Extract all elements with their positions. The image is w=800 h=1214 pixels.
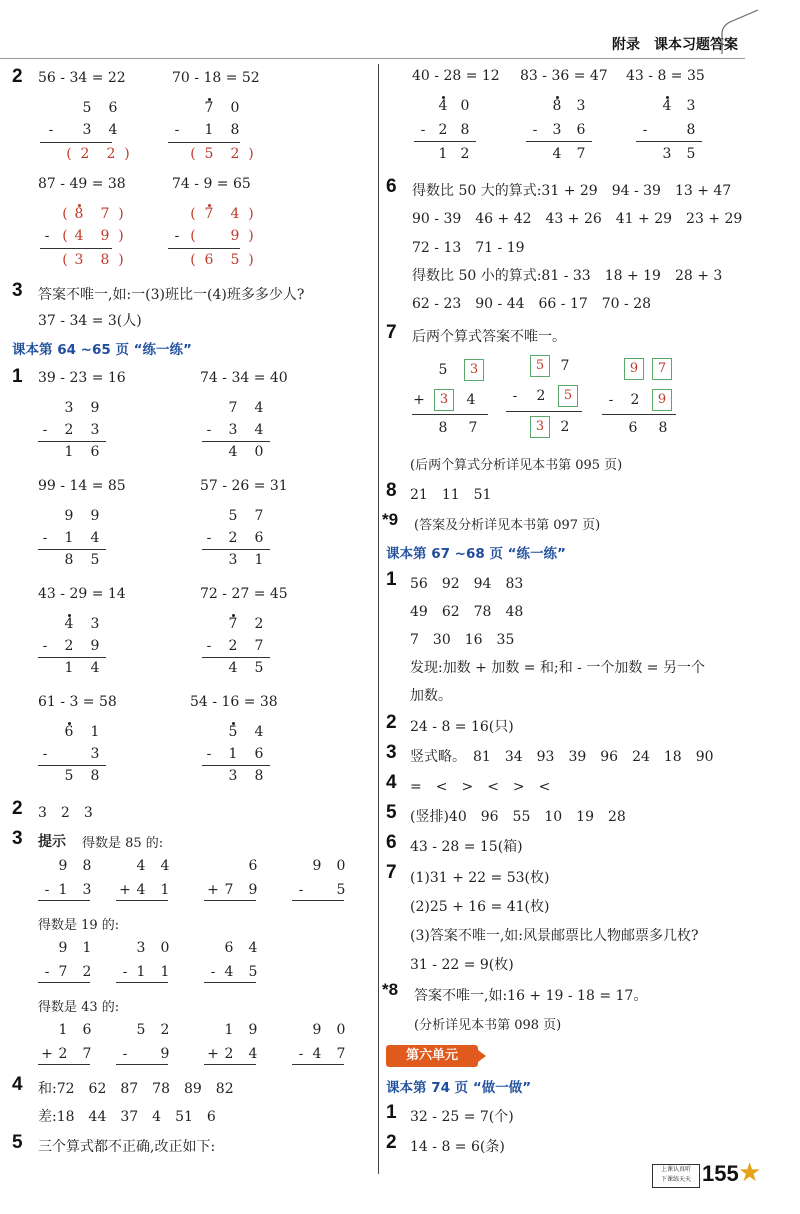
page-number: 155 [702,1161,739,1186]
question-number: 1 [386,1102,397,1123]
answer-box: 5 [558,385,578,407]
equation: 83 - 36 = 47 [520,68,608,84]
question-number: 1 [386,569,397,590]
vertical-bar [40,248,112,249]
answer-box: 9 [652,389,672,411]
badge-arrow-icon [478,1050,486,1062]
answer-text: 和:72 62 87 78 89 82 [38,1081,234,1097]
equation: 37 - 34 = 3(人) [38,313,142,329]
answer-text: 21 11 51 [410,487,492,503]
question-number: 3 [12,828,23,849]
question-number: 7 [386,862,397,883]
question-number: 5 [386,802,397,823]
vertical-bar [636,141,702,142]
answer-text: 24 - 8 = 16(只) [410,719,514,735]
vertical-bar [204,900,256,901]
question-number: 2 [12,66,23,87]
answer-box: 3 [464,359,484,381]
question-number: 7 [386,322,397,343]
answer-text: 后两个算式答案不唯一。 [412,329,566,345]
question-number: 2 [386,1132,397,1153]
answer-box: 3 [434,389,454,411]
vertical-bar [116,900,168,901]
equation: 87 - 49 = 38 [38,176,126,192]
answer-text: 加数。 [410,688,452,704]
hint-text: 得数是 85 的: [82,836,164,851]
equation: 61 - 3 = 58 [38,694,117,710]
answer-text: 发现:加数 + 加数 = 和;和 - 一个加数 = 另一个 [410,660,705,676]
page-footer [652,1160,764,1190]
question-number: 5 [12,1132,23,1153]
answer-text: (2)25 + 16 = 41(枚) [410,899,550,915]
answer-text: 14 - 8 = 6(条) [410,1139,505,1155]
answer-text: (3)答案不唯一,如:风景邮票比人物邮票多几枚? [410,928,699,944]
equation: 57 - 26 = 31 [200,478,288,494]
equation: 74 - 34 = 40 [200,370,288,386]
answer-box: 9 [624,358,644,380]
answer-text: 竖式略。 81 34 93 39 96 24 18 90 [410,749,714,765]
question-number: *8 [382,980,399,999]
vertical-bar [38,765,106,766]
answer-text: 62 - 23 90 - 44 66 - 17 70 - 28 [412,296,652,312]
question-number: *9 [382,510,399,529]
question-number: 6 [386,176,397,197]
answer-text: 3 2 3 [38,805,93,821]
corner-decoration [720,8,760,56]
hint-label: 提示 [38,834,66,850]
vertical-bar [38,900,90,901]
answer-text: 三个算式都不正确,改正如下: [38,1139,216,1155]
answer-text: = < > < > < [410,779,551,795]
answer-text: (1)31 + 22 = 53(枚) [410,870,550,886]
answer-box: 3 [530,416,550,438]
note-text: (后两个算式分析详见本书第 095 页) [410,458,623,473]
answer-text: 56 92 94 83 [410,576,524,592]
question-number: 6 [386,832,397,853]
vertical-bar [168,142,240,143]
page-header [0,0,800,58]
vertical-bar [202,765,270,766]
vertical-bar [412,414,488,415]
answer-text: 31 - 22 = 9(枚) [410,957,514,973]
vertical-bar [204,1064,256,1065]
vertical-bar [38,1064,90,1065]
answer-text: 32 - 25 = 7(个) [410,1109,514,1125]
equation: 72 - 27 = 45 [200,586,288,602]
unit-badge: 第六单元 [386,1045,478,1067]
equation: 99 - 14 = 85 [38,478,126,494]
vertical-bar [292,900,344,901]
column-divider [378,64,379,1174]
equation: 43 - 29 = 14 [38,586,126,602]
answer-text: 答案不唯一,如:一(3)班比一(4)班多多少人? [38,287,305,303]
answer-text: 90 - 39 46 + 42 43 + 26 41 + 29 23 + 29 [412,211,743,227]
question-number: 3 [386,742,397,763]
answer-text: 43 - 28 = 15(箱) [410,839,523,855]
section-heading: 课本第 74 页 “做一做” [386,1080,532,1096]
vertical-bar [292,1064,344,1065]
vertical-bar [526,141,592,142]
vertical-bar [202,657,270,658]
equation: 70 - 18 = 52 [172,70,260,86]
header-rule [0,58,745,59]
vertical-bar [602,414,676,415]
vertical-bar [40,142,112,143]
answer-text: 7 30 16 35 [410,632,515,648]
header-title: 附录 课本习题答案 [612,37,738,53]
vertical-bar [204,982,256,983]
vertical-bar [116,982,168,983]
equation: 40 - 28 = 12 [412,68,500,84]
answer-text: 72 - 13 71 - 19 [412,240,525,256]
vertical-bar [414,141,476,142]
section-heading: 课本第 67 ~68 页 “练一练” [386,546,566,562]
star-mascot-icon: ★ [738,1158,762,1188]
question-number: 4 [12,1074,23,1095]
question-number: 2 [386,712,397,733]
question-number: 4 [386,772,397,793]
answer-text: 得数比 50 大的算式:31 + 29 94 - 39 13 + 47 [412,183,732,199]
note-text: (分析详见本书第 098 页) [414,1018,562,1033]
question-number: 2 [12,798,23,819]
vertical-bar [202,441,270,442]
hint-text: 得数是 19 的: [38,918,120,933]
vertical-bar [38,657,106,658]
note-text: (答案及分析详见本书第 097 页) [414,518,601,533]
answer-text: 差:18 44 37 4 51 6 [38,1109,216,1125]
question-number: 3 [12,280,23,301]
vertical-bar [38,549,106,550]
vertical-bar [506,411,582,412]
vertical-bar [202,549,270,550]
equation: 56 - 34 = 22 [38,70,126,86]
vertical-bar [38,982,90,983]
answer-box: 7 [652,358,672,380]
vertical-bar [168,248,240,249]
section-heading: 课本第 64 ~65 页 “练一练” [12,342,192,358]
vertical-bar [38,441,106,442]
question-number: 1 [12,366,23,387]
answer-text: 49 62 78 48 [410,604,524,620]
answer-text: 答案不唯一,如:16 + 19 - 18 = 17。 [414,988,648,1004]
equation: 54 - 16 = 38 [190,694,278,710]
answer-text: (竖排)40 96 55 10 19 28 [410,809,626,825]
vertical-bar [116,1064,168,1065]
answer-box: 5 [530,355,550,377]
equation: 74 - 9 = 65 [172,176,251,192]
question-number: 8 [386,480,397,501]
hint-text: 得数是 43 的: [38,1000,120,1015]
equation: 39 - 23 = 16 [38,370,126,386]
equation: 43 - 8 = 35 [626,68,705,84]
footer-slogan: 上课认真听 下课练天天 [652,1164,700,1188]
answer-text: 得数比 50 小的算式:81 - 33 18 + 19 28 + 3 [412,268,723,284]
